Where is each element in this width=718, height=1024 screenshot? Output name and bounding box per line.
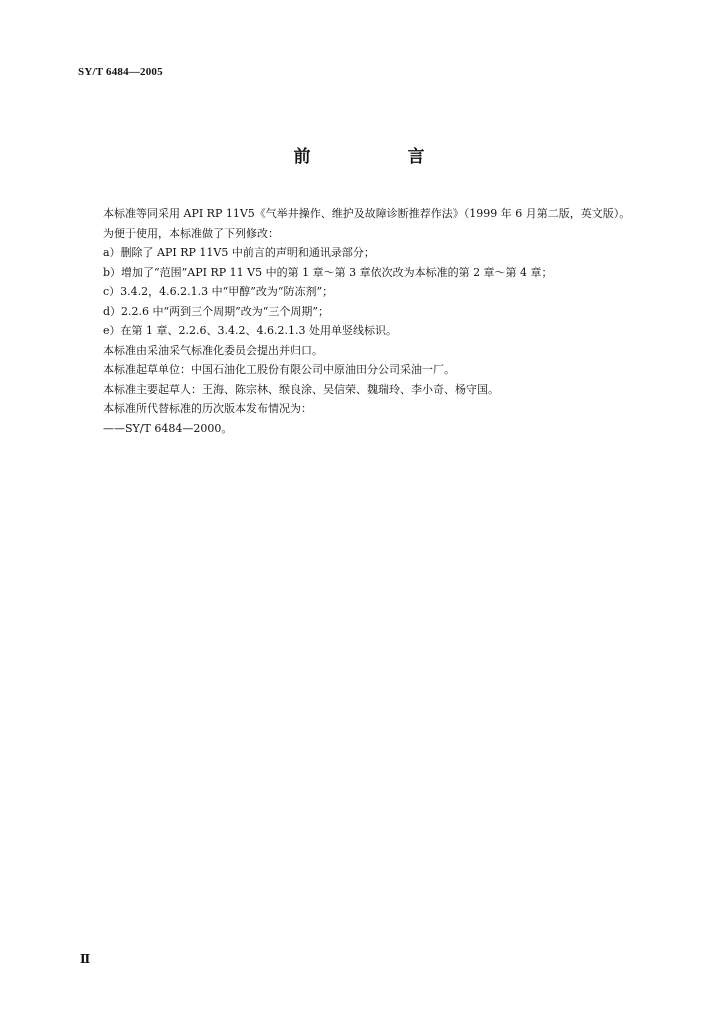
document-code: SY/T 6484—2005 xyxy=(78,66,163,78)
list-item-c: c）3.4.2，4.6.2.1.3 中“甲醇”改为“防冻剂”； xyxy=(103,285,334,298)
list-item-e: e）在第 1 章、2.2.6、3.4.2、4.6.2.1.3 处用单竖线标识。 xyxy=(103,324,397,337)
foreword-body xyxy=(88,204,668,438)
paragraph-history-intro: 本标准所代替标准的历次版本发布情况为： xyxy=(103,402,312,415)
paragraph-proposer: 本标准由采油采气标准化委员会提出并归口。 xyxy=(103,343,323,357)
list-item-b: b）增加了“范围”API RP 11 V5 中的第 1 章～第 3 章依次改为本标准的第 2 章～第 4 章； xyxy=(103,265,553,279)
paragraph-drafters: 本标准主要起草人：王海、陈宗林、缑良涂、吴信荣、魏瑞玲、李小奇、杨守国。 xyxy=(103,382,499,396)
paragraph-history-item: ——SY/T 6484—2000。 xyxy=(103,421,233,435)
page-title: 前 言 xyxy=(293,147,465,167)
page-number: Ⅱ xyxy=(80,952,91,966)
paragraph-adoption: 本标准等同采用 API RP 11V5《气举井操作、维护及故障诊断推荐作法》（1999 年 6 月第二版，英文版）。 xyxy=(103,207,631,220)
paragraph-drafting-unit: 本标准起草单位：中国石油化工股份有限公司中原油田分公司采油一厂。 xyxy=(103,363,455,376)
list-item-a: a）删除了 API RP 11V5 中前言的声明和通讯录部分； xyxy=(103,246,375,259)
list-item-d: d）2.2.6 中“两到三个周期”改为“三个周期”； xyxy=(103,304,330,318)
paragraph-modifications-intro: 为便于使用，本标准做了下列修改： xyxy=(103,226,279,240)
